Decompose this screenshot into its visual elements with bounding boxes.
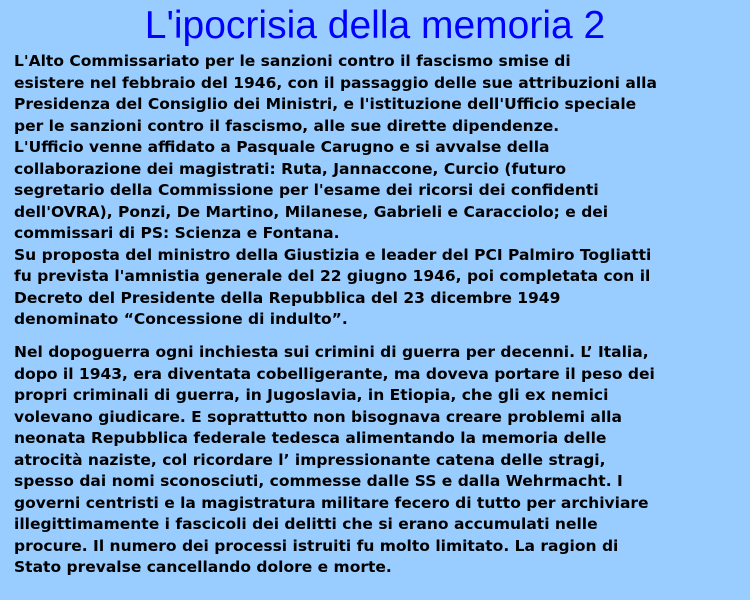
paragraph-line: esistere nel febbraio del 1946, con il passaggio delle sue attribuzioni alla <box>14 73 657 92</box>
paragraph-line: atrocità naziste, col ricordare l’ impressionante catena delle stragi, <box>14 450 606 469</box>
paragraph-line: illegittimamente i fascicoli dei delitti che si erano accumulati nelle <box>14 515 598 533</box>
paragraph-line: Su proposta del ministro della Giustizia e leader del PCI Palmiro Togliatti <box>14 245 652 264</box>
paragraph-line: governi centristi e la magistratura militare fecero di tutto per archiviare <box>14 493 649 512</box>
paragraph-1 <box>14 51 744 331</box>
paragraph-line: propri criminali di guerra, in Jugoslavia, in Etiopia, che gli ex nemici <box>14 386 609 404</box>
paragraph-line: L'Alto Commissariato per le sanzioni contro il fascismo smise di <box>14 52 571 70</box>
page-title: L'ipocrisia della memoria 2 <box>144 4 606 47</box>
paragraph-line: Decreto del Presidente della Repubblica del 23 dicembre 1949 <box>14 288 561 307</box>
paragraph-line: dell'OVRA), Ponzi, De Martino, Milanese, Gabrieli e Caracciolo; e dei <box>14 202 609 221</box>
paragraph-line: Stato prevalse cancellando dolore e morte. <box>14 558 392 576</box>
paragraph-line: procure. Il numero dei processi istruiti fu molto limitato. La ragion di <box>14 536 619 555</box>
paragraph-line: commissari di PS: Scienza e Fontana. <box>14 224 340 242</box>
paragraph-line: Presidenza del Consiglio dei Ministri, e l'istituzione dell'Ufficio speciale <box>14 95 637 113</box>
paragraph-line: denominato “Concessione di indulto”. <box>14 310 348 328</box>
paragraph-line: per le sanzioni contro il fascismo, alle sue dirette dipendenze. <box>14 116 560 135</box>
paragraph-line: Nel dopoguerra ogni inchiesta sui crimini di guerra per decenni. L’ Italia, <box>14 343 649 361</box>
paragraph-line: dopo il 1943, era diventata cobelligerante, ma doveva portare il peso dei <box>14 364 655 383</box>
paragraph-line: neonata Repubblica federale tedesca alimentando la memoria delle <box>14 429 607 447</box>
paragraph-line: segretario della Commissione per l'esame dei ricorsi dei confidenti <box>14 181 599 199</box>
paragraph-line: collaborazione dei magistrati: Ruta, Jannaccone, Curcio (futuro <box>14 159 567 178</box>
paragraph-line: spesso dai nomi sconosciuti, commesse dalle SS e dalla Wehrmacht. I <box>14 472 623 490</box>
paragraph-line: L'Ufficio venne affidato a Pasquale Carugno e si avvalse della <box>14 138 550 156</box>
paragraph-line: fu prevista l'amnistia generale del 22 giugno 1946, poi completata con il <box>14 267 651 285</box>
paragraph-2 <box>14 342 744 579</box>
paragraph-line: volevano giudicare. E soprattutto non bisognava creare problemi alla <box>14 407 622 426</box>
